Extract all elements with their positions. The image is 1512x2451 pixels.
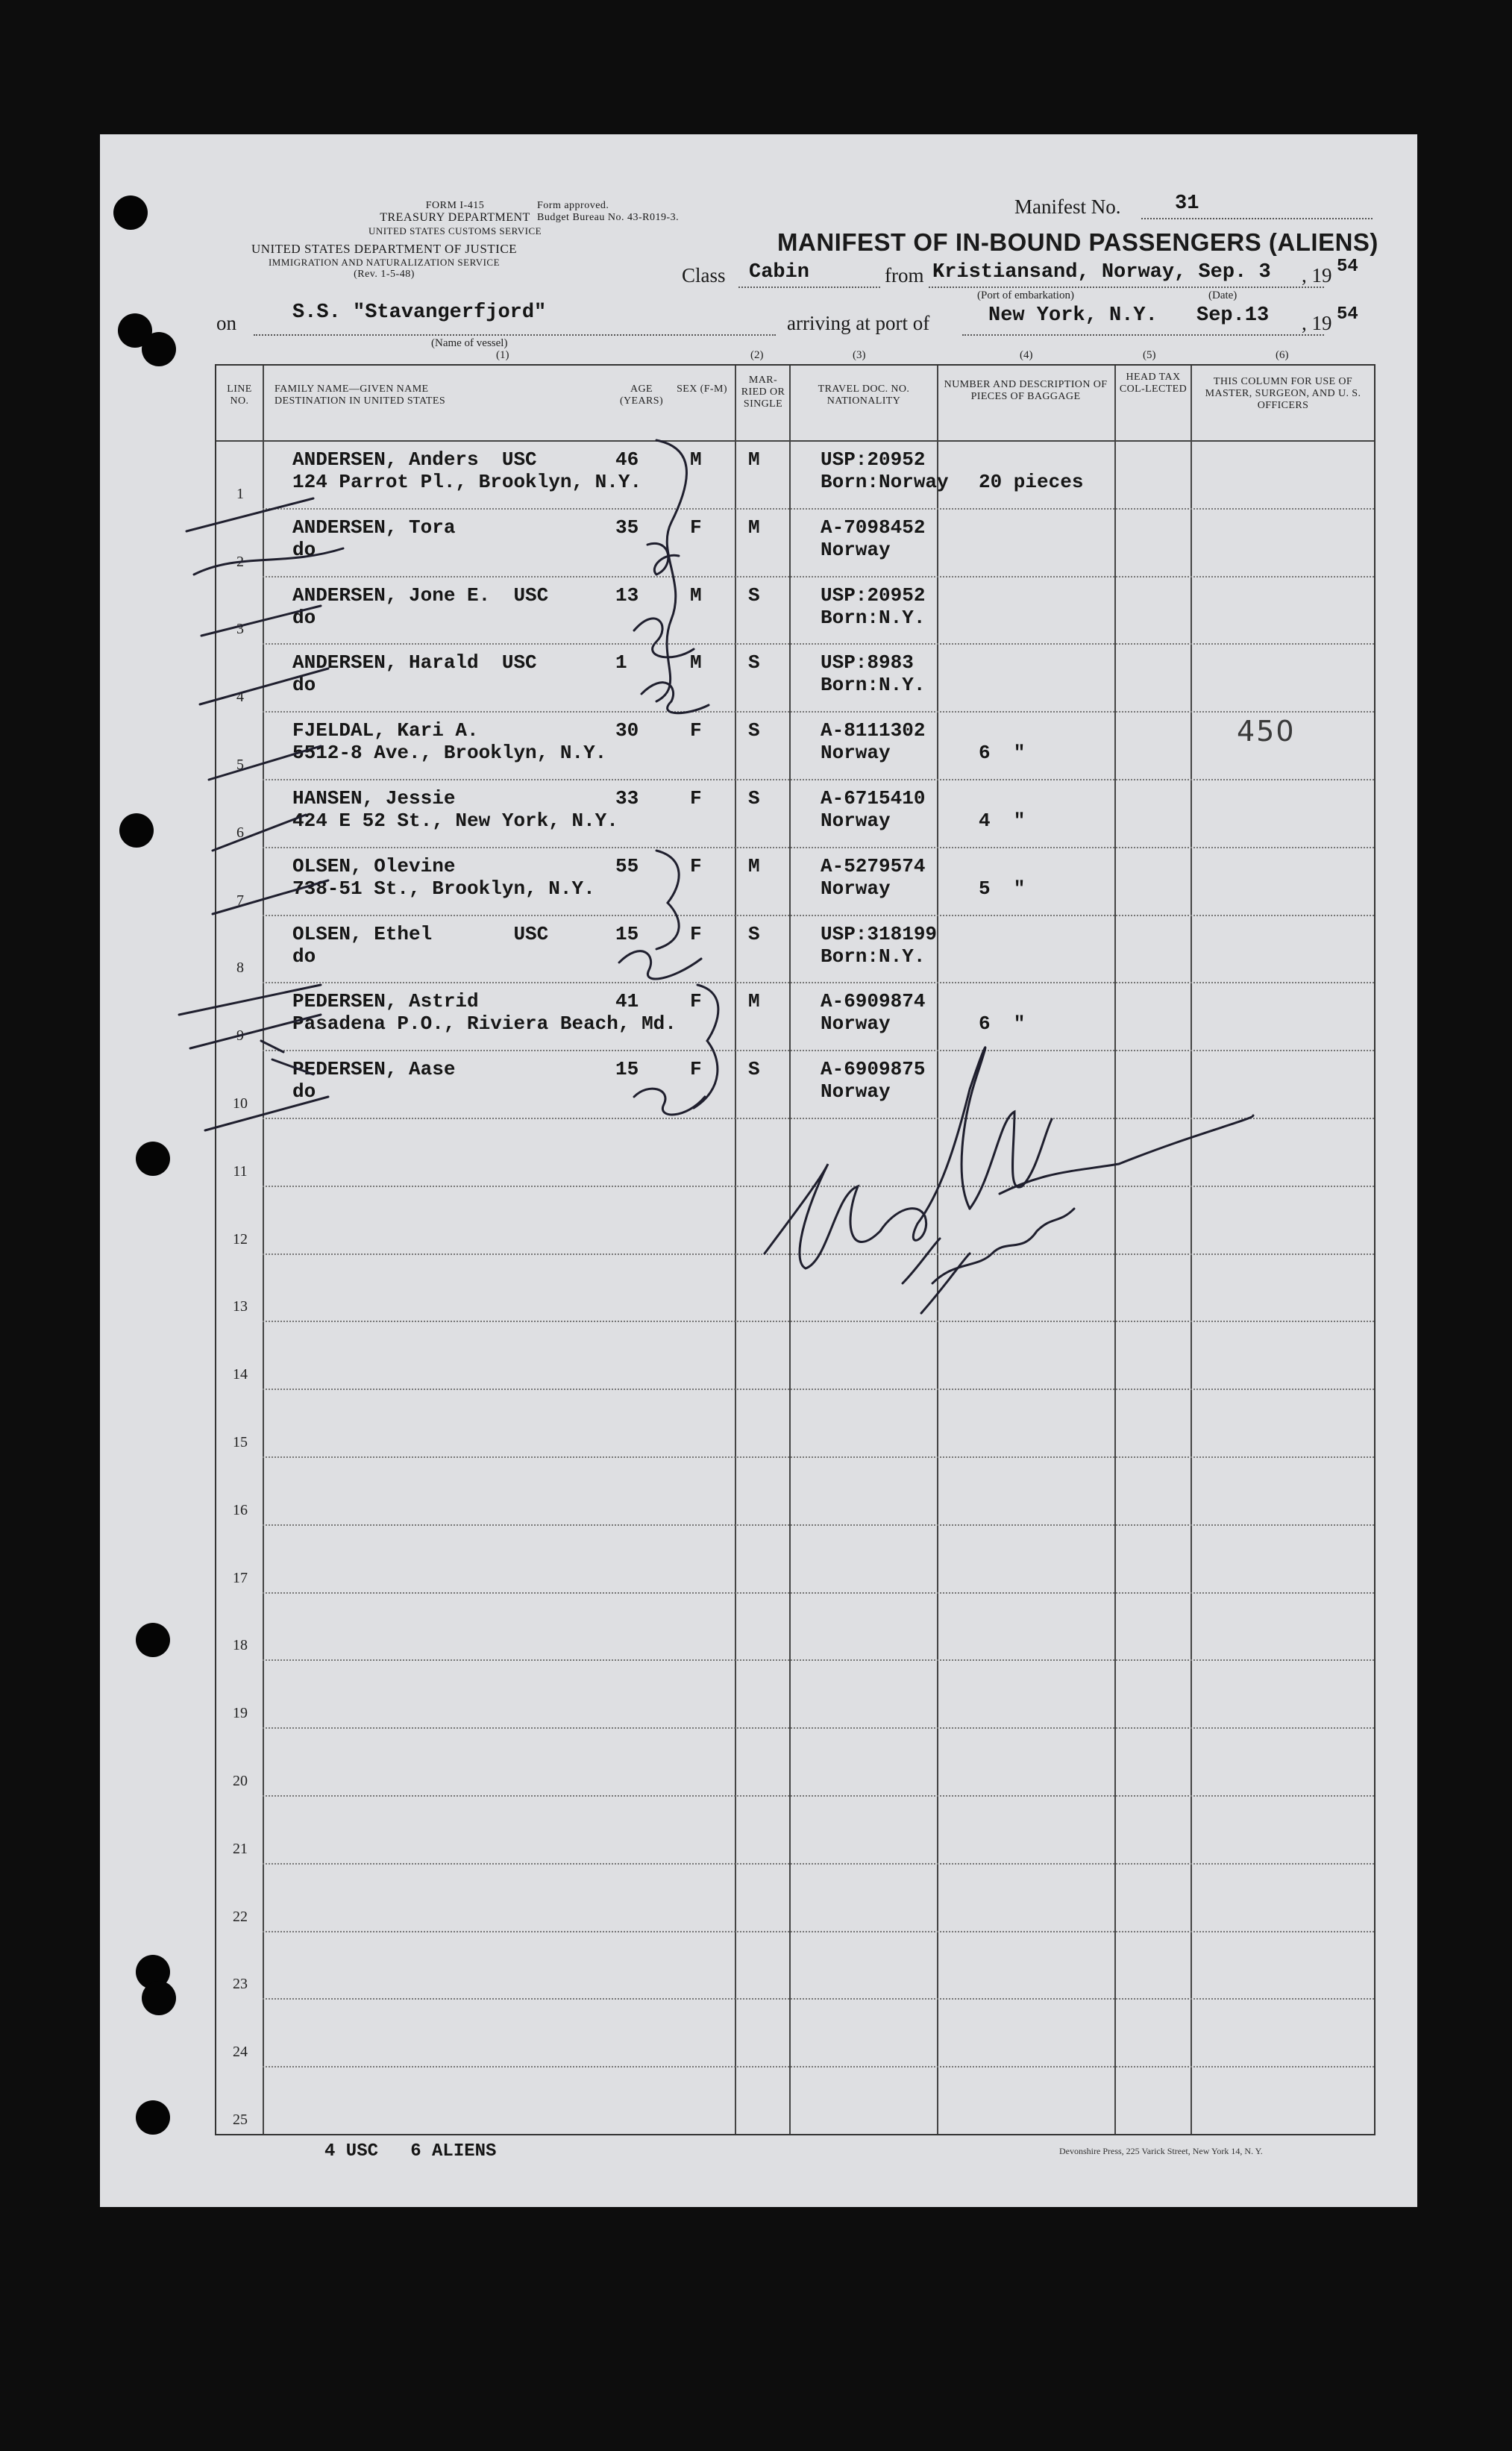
passenger-nat: Norway — [821, 810, 891, 832]
vessel-caption: (Name of vessel) — [431, 337, 508, 349]
passenger-age: 55 — [615, 854, 639, 877]
punch-hole — [113, 195, 148, 230]
line-number: 16 — [233, 1501, 248, 1518]
line-number: 10 — [233, 1095, 248, 1112]
passenger-age: 13 — [615, 583, 639, 607]
officer-stamp: 450 — [1237, 715, 1296, 748]
line-number: 15 — [233, 1434, 248, 1450]
row-divider — [263, 1321, 1374, 1322]
row-divider — [263, 508, 1374, 510]
row-divider — [263, 1998, 1374, 2000]
passenger-age: 1 — [615, 651, 627, 674]
passenger-sex: F — [690, 516, 702, 539]
passenger-doc: A-6909875 — [821, 1058, 926, 1081]
passenger-dest: 424 E 52 St., New York, N.Y. — [292, 810, 618, 832]
line-number: 20 — [233, 1773, 248, 1789]
passenger-name: OLSEN, Olevine — [292, 854, 456, 877]
passenger-sex: M — [690, 448, 702, 471]
passenger-name: ANDERSEN, Anders USC — [292, 448, 537, 471]
row-divider — [263, 1727, 1374, 1729]
passenger-age: 15 — [615, 922, 639, 945]
justice-dept: UNITED STATES DEPARTMENT OF JUSTICE — [251, 242, 518, 256]
footer-printer: Devonshire Press, 225 Varick Street, New York 14, N. Y. — [1059, 2146, 1263, 2156]
arrival-date: Sep.13 — [1196, 304, 1270, 327]
passenger-doc: USP:20952 — [821, 448, 926, 471]
punch-hole — [142, 1981, 176, 2015]
punch-hole — [136, 1142, 170, 1176]
arrival-port: New York, N.Y. — [988, 304, 1158, 327]
manifest-table — [215, 364, 1375, 2135]
passenger-baggage: 5 " — [979, 877, 1026, 900]
passenger-baggage: 6 " — [979, 742, 1026, 765]
from-line — [929, 287, 1324, 288]
header-headtax: HEAD TAX COL-LECTED — [1119, 372, 1188, 395]
class-label: Class — [682, 264, 726, 287]
col-divider — [263, 366, 264, 2134]
footer-summary: 4 USC 6 ALIENS — [324, 2141, 497, 2162]
punch-hole — [136, 2100, 170, 2135]
line-number: 14 — [233, 1366, 248, 1383]
passenger-baggage: 6 " — [979, 1012, 1026, 1036]
header-divider — [216, 440, 1374, 442]
from-year: 54 — [1337, 257, 1358, 277]
passenger-married: M — [748, 990, 760, 1013]
row-divider — [263, 1931, 1374, 1932]
line-number: 7 — [236, 892, 244, 909]
header-age: AGE (YEARS) — [619, 384, 664, 407]
line-number: 19 — [233, 1705, 248, 1722]
col-divider — [735, 366, 736, 2134]
passenger-name: PEDERSEN, Astrid — [292, 990, 479, 1013]
passenger-age: 46 — [615, 448, 639, 471]
row-divider — [263, 1592, 1374, 1594]
row-divider — [263, 915, 1374, 916]
row-divider — [263, 1118, 1374, 1119]
passenger-married: M — [748, 854, 760, 877]
header-travel: TRAVEL DOC. NO. NATIONALITY — [818, 384, 910, 407]
passenger-sex: F — [690, 922, 702, 945]
manifest-number: 31 — [1175, 192, 1199, 215]
passenger-dest: do — [292, 538, 316, 561]
row-divider — [263, 1050, 1374, 1051]
line-number: 9 — [236, 1027, 244, 1045]
line-number: 11 — [233, 1162, 248, 1180]
passenger-dest: do — [292, 945, 316, 968]
passenger-name: OLSEN, Ethel USC — [292, 922, 549, 945]
passenger-doc: USP:8983 — [821, 651, 914, 674]
page-title: MANIFEST OF IN-BOUND PASSENGERS (ALIENS) — [777, 228, 1378, 256]
passenger-doc: USP:20952 — [821, 583, 926, 607]
passenger-name: ANDERSEN, Jone E. USC — [292, 583, 549, 607]
passenger-married: S — [748, 787, 760, 810]
passenger-sex: F — [690, 787, 702, 810]
passenger-doc: A-5279574 — [821, 854, 926, 877]
line-number: 17 — [233, 1569, 248, 1586]
col-num-1: (1) — [496, 349, 509, 361]
vessel-line — [254, 334, 776, 336]
passenger-nat: Norway — [821, 1080, 891, 1104]
line-number: 22 — [233, 1908, 248, 1925]
passenger-sex: F — [690, 990, 702, 1013]
passenger-name: FJELDAL, Kari A. — [292, 719, 479, 742]
line-number: 23 — [233, 1976, 248, 1993]
passenger-age: 15 — [615, 1058, 639, 1081]
row-divider — [263, 1659, 1374, 1661]
row-divider — [263, 1863, 1374, 1865]
vessel-name: S.S. "Stavangerfjord" — [292, 301, 547, 324]
passenger-age: 41 — [615, 990, 639, 1013]
passenger-sex: F — [690, 1058, 702, 1081]
passenger-nat: Born:N.Y. — [821, 674, 926, 697]
row-divider — [263, 576, 1374, 577]
arrival-line — [962, 334, 1324, 336]
passenger-age: 30 — [615, 719, 639, 742]
passenger-nat: Born:N.Y. — [821, 606, 926, 629]
passenger-nat: Norway — [821, 538, 891, 561]
class-value: Cabin — [749, 261, 810, 284]
manifest-no-line — [1141, 218, 1373, 219]
passenger-sex: M — [690, 651, 702, 674]
passenger-age: 33 — [615, 787, 639, 810]
row-divider — [263, 1795, 1374, 1797]
passenger-married: S — [748, 583, 760, 607]
punch-hole — [142, 332, 176, 366]
passenger-dest: do — [292, 606, 316, 629]
customs-service: UNITED STATES CUSTOMS SERVICE — [368, 225, 542, 237]
passenger-name: ANDERSEN, Harald USC — [292, 651, 537, 674]
line-number: 24 — [233, 2044, 248, 2061]
treasury-dept: TREASURY DEPARTMENT — [380, 211, 530, 224]
passenger-nat: Born:N.Y. — [821, 945, 926, 968]
line-number: 13 — [233, 1298, 248, 1315]
passenger-dest: do — [292, 1080, 316, 1104]
passenger-married: S — [748, 651, 760, 674]
arriving-label: arriving at port of — [787, 312, 930, 334]
passenger-name: HANSEN, Jessie — [292, 787, 456, 810]
col-num-4: (4) — [1020, 349, 1033, 361]
passenger-dest: 5512-8 Ave., Brooklyn, N.Y. — [292, 742, 607, 765]
passenger-sex: F — [690, 719, 702, 742]
date-caption: (Date) — [1208, 289, 1237, 301]
passenger-nat: Norway — [821, 742, 891, 765]
row-divider — [263, 1389, 1374, 1390]
passenger-dest: Pasadena P.O., Riviera Beach, Md. — [292, 1012, 677, 1036]
col-divider — [937, 366, 938, 2134]
passenger-nat: Norway — [821, 1012, 891, 1036]
row-divider — [263, 982, 1374, 983]
row-divider — [263, 847, 1374, 848]
from-label: from — [885, 264, 924, 287]
ins-service: IMMIGRATION AND NATURALIZATION SERVICE — [268, 257, 501, 268]
passenger-doc: A-8111302 — [821, 719, 926, 742]
passenger-married: M — [748, 516, 760, 539]
header-officers: THIS COLUMN FOR USE OF MASTER, SURGEON, AND U. S. OFFICERS — [1205, 376, 1361, 411]
budget-bureau: Budget Bureau No. 43-R019-3. — [537, 212, 680, 223]
line-number: 2 — [236, 553, 244, 570]
header-name: FAMILY NAME—GIVEN NAME DESTINATION IN UNITED STATES — [275, 384, 445, 407]
class-line — [738, 287, 880, 288]
passenger-nat: Norway — [821, 877, 891, 900]
col-num-5: (5) — [1143, 349, 1156, 361]
form-number: FORM I-415 — [425, 200, 485, 211]
header-line-no: LINE NO. — [227, 384, 252, 407]
from-value: Kristiansand, Norway, Sep. 3 — [932, 261, 1271, 284]
passenger-baggage: 4 " — [979, 810, 1026, 832]
passenger-married: M — [748, 448, 760, 471]
col-divider — [1191, 366, 1192, 2134]
passenger-doc: USP:318199 — [821, 922, 938, 945]
passenger-doc: A-6909874 — [821, 990, 926, 1013]
on-label: on — [216, 312, 236, 334]
row-divider — [263, 643, 1374, 645]
line-number: 5 — [236, 757, 244, 773]
line-number: 3 — [236, 621, 244, 638]
col-divider — [1114, 366, 1116, 2134]
arrival-year-prefix: , 19 — [1302, 312, 1332, 334]
line-number: 8 — [236, 960, 244, 977]
passenger-name: PEDERSEN, Aase — [292, 1058, 456, 1081]
passenger-age: 35 — [615, 516, 639, 539]
approved-note: Form approved. — [537, 200, 609, 211]
row-divider — [263, 1186, 1374, 1187]
punch-hole — [119, 813, 154, 848]
passenger-nat: Born:Norway — [821, 471, 949, 493]
col-num-2: (2) — [750, 349, 764, 361]
col-num-6: (6) — [1276, 349, 1289, 361]
line-number: 25 — [233, 2112, 248, 2128]
from-year-prefix: , 19 — [1302, 264, 1332, 287]
punch-hole — [136, 1623, 170, 1657]
row-divider — [263, 779, 1374, 780]
passenger-dest: do — [292, 674, 316, 697]
passenger-married: S — [748, 1058, 760, 1081]
passenger-dest: 738-51 St., Brooklyn, N.Y. — [292, 877, 595, 900]
passenger-dest: 124 Parrot Pl., Brooklyn, N.Y. — [292, 471, 642, 493]
line-number: 6 — [236, 824, 244, 841]
header-sex: SEX (F-M) — [677, 384, 727, 395]
passenger-sex: M — [690, 583, 702, 607]
col-num-3: (3) — [853, 349, 866, 361]
header-baggage: NUMBER AND DESCRIPTION OF PIECES OF BAGGAGE — [944, 379, 1108, 402]
row-divider — [263, 1524, 1374, 1526]
col-divider — [789, 366, 791, 2134]
row-divider — [263, 711, 1374, 713]
passenger-sex: F — [690, 854, 702, 877]
line-number: 21 — [233, 1840, 248, 1857]
passenger-name: ANDERSEN, Tora — [292, 516, 456, 539]
manifest-label: Manifest No. — [1014, 195, 1121, 218]
passenger-baggage: 20 pieces — [979, 471, 1084, 493]
row-divider — [263, 2066, 1374, 2067]
port-embark-caption: (Port of embarkation) — [977, 289, 1074, 301]
line-number: 18 — [233, 1637, 248, 1654]
passenger-doc: A-6715410 — [821, 787, 926, 810]
line-number: 12 — [233, 1230, 248, 1248]
arrival-year: 54 — [1337, 304, 1358, 325]
row-divider — [263, 1253, 1374, 1255]
revision: (Rev. 1-5-48) — [354, 269, 415, 280]
line-number: 4 — [236, 689, 244, 706]
passenger-married: S — [748, 719, 760, 742]
line-number: 1 — [236, 485, 244, 502]
passenger-married: S — [748, 922, 760, 945]
header-married: MAR-RIED OR SINGLE — [741, 375, 785, 410]
passenger-doc: A-7098452 — [821, 516, 926, 539]
row-divider — [263, 1456, 1374, 1458]
